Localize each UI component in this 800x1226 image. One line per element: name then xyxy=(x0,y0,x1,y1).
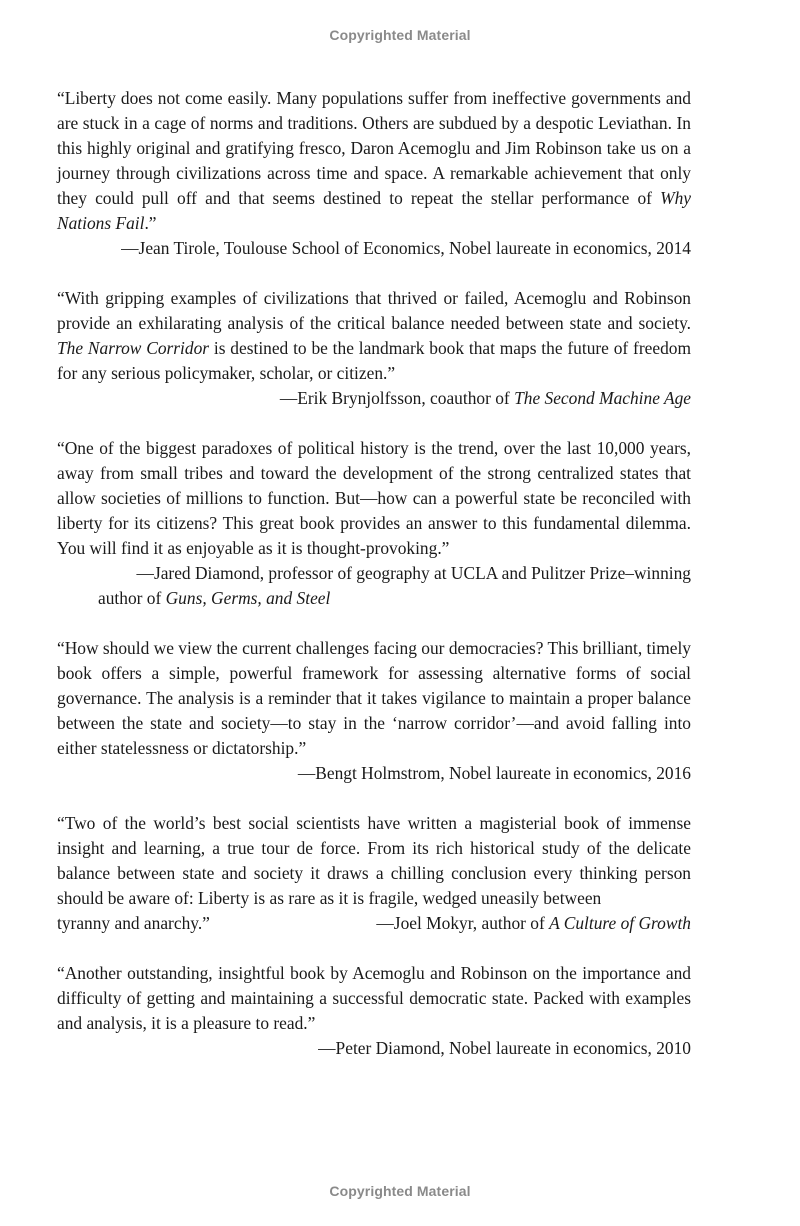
quote-text: is destined to be the landmark book that maps the future of freedom for any serious policymaker, scholar, or citizen.” xyxy=(57,338,691,383)
copyright-watermark-top: Copyrighted Material xyxy=(329,27,471,43)
blurb-holmstrom xyxy=(57,636,691,786)
quote-text: “With gripping examples of civilizations that thrived or failed, Acemoglu and Robinson provide an exhilarating analysis of the critical balance needed between state and society. xyxy=(57,288,691,333)
blurb-quote xyxy=(57,86,691,236)
book-title: The Narrow Corridor xyxy=(57,338,210,358)
praise-blurbs xyxy=(57,86,691,1086)
book-title: Why Nations Fail xyxy=(57,188,691,233)
blurb-quote: “One of the biggest paradoxes of political history is the trend, over the last 10,000 years, away from small tribes and toward the development of the strong centralized states that allow societies of millions to function. But—how can a powerful state be reconciled with liberty for its citizens? This great book provides an answer to this fundamental dilemma. You will find it as enjoyable as it is thought-provoking.” xyxy=(57,438,691,558)
blurb-attribution: —Bengt Holmstrom, Nobel laureate in economics, 2016 xyxy=(297,763,691,783)
attribution-text: author of xyxy=(98,588,166,608)
blurb-quote: “Two of the world’s best social scientists have written a magisterial book of immense insight and learning, a true tour de force. From its rich historical study of the delicate balance between state and society it draws a chilling conclusion every thinking person should be aware of: Liberty is as rare as it is fragile, wedged uneasily between xyxy=(57,813,691,908)
book-title: The Second Machine Age xyxy=(514,388,691,408)
blurb-jared-diamond xyxy=(57,436,691,611)
quote-text: .” xyxy=(144,213,157,233)
blurb-quote: “How should we view the current challenges facing our democracies? This brilliant, timely book offers a simple, powerful framework for assessing alternative forms of social governance. The analysis is a reminder that it takes vigilance to maintain a proper balance between the state and society—to stay in the ‘narrow corridor’—and avoid falling into either statelessness or dictatorship.” xyxy=(57,638,691,758)
blurb-quote xyxy=(57,286,691,386)
blurb-peter-diamond xyxy=(57,961,691,1061)
blurb-mokyr xyxy=(57,811,691,936)
attribution-text: —Erik Brynjolfsson, coauthor of xyxy=(279,388,515,408)
book-title: A Culture of Growth xyxy=(549,913,691,933)
quote-text: tyranny and anarchy.” xyxy=(57,913,210,933)
attribution-text: —Joel Mokyr, author of xyxy=(376,913,550,933)
blurb-attribution xyxy=(57,386,691,411)
book-title: Guns, Germs, and Steel xyxy=(165,588,331,608)
blurb-brynjolfsson xyxy=(57,286,691,411)
blurb-attribution xyxy=(376,911,691,936)
copyright-watermark-bottom: Copyrighted Material xyxy=(329,1183,471,1199)
blurb-last-line xyxy=(57,911,691,936)
blurb-quote: “Another outstanding, insightful book by Acemoglu and Robinson on the importance and difficulty of getting and maintaining a successful democratic state. Packed with examples and analysis, it is a pleasure to read.” xyxy=(57,963,691,1033)
blurb-attribution: —Jean Tirole, Toulouse School of Economics, Nobel laureate in economics, 2014 xyxy=(121,238,691,258)
blurb-attribution: —Peter Diamond, Nobel laureate in economics, 2010 xyxy=(318,1038,691,1058)
quote-text: “Liberty does not come easily. Many populations suffer from ineffective governments and are stuck in a cage of norms and traditions. Others are subdued by a despotic Leviathan. In this highly original and gratifying fresco, Daron Acemoglu and Jim Robinson take us on a journey through civilizations across time and space. A remarkable achievement that only they could pull off and that seems destined to repeat the stellar performance of xyxy=(57,88,691,208)
blurb-attribution-continued xyxy=(57,586,691,611)
blurb-tirole xyxy=(57,86,691,261)
blurb-attribution: —Jared Diamond, professor of geography at UCLA and Pulitzer Prize–winning xyxy=(136,563,691,583)
